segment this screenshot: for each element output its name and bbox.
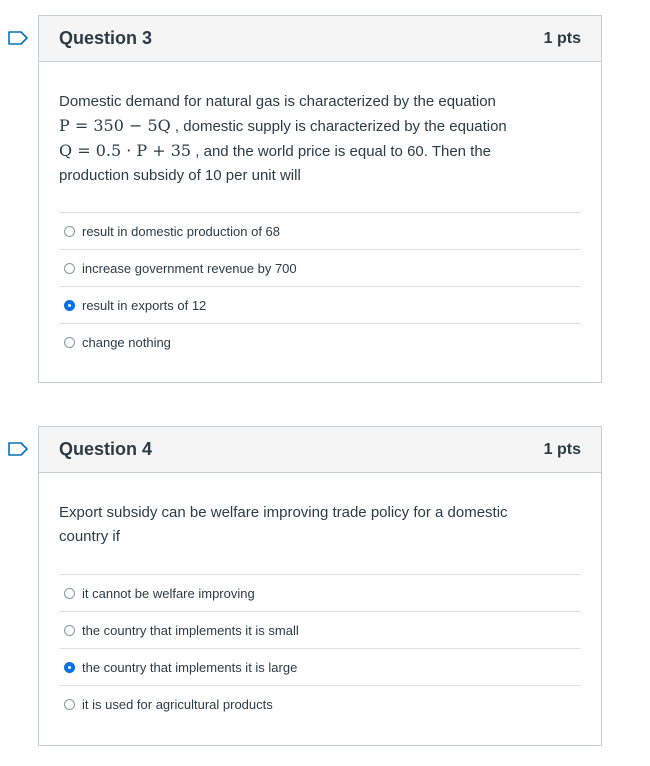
answer-option[interactable] xyxy=(59,575,581,612)
question-text xyxy=(59,501,581,549)
question-body xyxy=(39,62,601,361)
radio-button-icon[interactable] xyxy=(64,625,75,636)
question-title: Question 3 xyxy=(59,28,153,48)
answer-list xyxy=(59,574,581,723)
flag-question-icon[interactable] xyxy=(8,31,28,45)
question-text-line: country if xyxy=(59,528,120,545)
radio-button-icon[interactable] xyxy=(64,662,75,673)
question-text-line: Domestic demand for natural gas is characterized by the equation xyxy=(59,93,496,110)
question-text-line: Export subsidy can be welfare improving trade policy for a domestic xyxy=(59,504,508,521)
question-text xyxy=(59,90,581,188)
question-points: 1 pts xyxy=(543,440,581,458)
answer-label: change nothing xyxy=(82,335,171,350)
question-4 xyxy=(38,426,602,746)
answer-option[interactable] xyxy=(59,287,581,324)
flag-question-icon[interactable] xyxy=(8,442,28,456)
answer-option[interactable] xyxy=(59,649,581,686)
answer-label: result in exports of 12 xyxy=(82,297,207,313)
answer-option[interactable] xyxy=(59,324,581,361)
question-text-line: P = 350 − 5Q , domestic supply is characterized by the equation xyxy=(59,116,507,135)
answer-option[interactable] xyxy=(59,612,581,649)
question-text-line: Q = 0.5 · P + 35 , and the world price is equal to 60. Then the xyxy=(59,141,492,160)
answer-option[interactable] xyxy=(59,686,581,723)
radio-button-icon[interactable] xyxy=(64,300,75,311)
question-points: 1 pts xyxy=(543,29,581,47)
answer-list xyxy=(59,212,581,361)
answer-label: it is used for agricultural products xyxy=(82,697,273,712)
radio-button-icon[interactable] xyxy=(64,699,75,710)
question-body xyxy=(39,473,601,723)
radio-button-icon[interactable] xyxy=(64,263,75,274)
demand-equation: P = 350 − 5Q xyxy=(59,116,171,135)
answer-option[interactable] xyxy=(59,250,581,287)
answer-label: the country that implements it is small xyxy=(82,622,299,638)
question-title: Question 4 xyxy=(59,439,153,459)
question-text-line: production subsidy of 10 per unit will xyxy=(59,167,301,184)
supply-equation: Q = 0.5 · P + 35 xyxy=(59,141,192,160)
question-header xyxy=(39,427,601,473)
answer-label: it cannot be welfare improving xyxy=(82,585,255,601)
question-header xyxy=(39,16,601,62)
answer-label: increase government revenue by 700 xyxy=(82,260,297,276)
answer-label: the country that implements it is large xyxy=(82,659,298,675)
radio-button-icon[interactable] xyxy=(64,337,75,348)
radio-button-icon[interactable] xyxy=(64,588,75,599)
answer-label: result in domestic production of 68 xyxy=(82,223,280,239)
question-3 xyxy=(38,15,602,383)
answer-option[interactable] xyxy=(59,213,581,250)
radio-button-icon[interactable] xyxy=(64,226,75,237)
